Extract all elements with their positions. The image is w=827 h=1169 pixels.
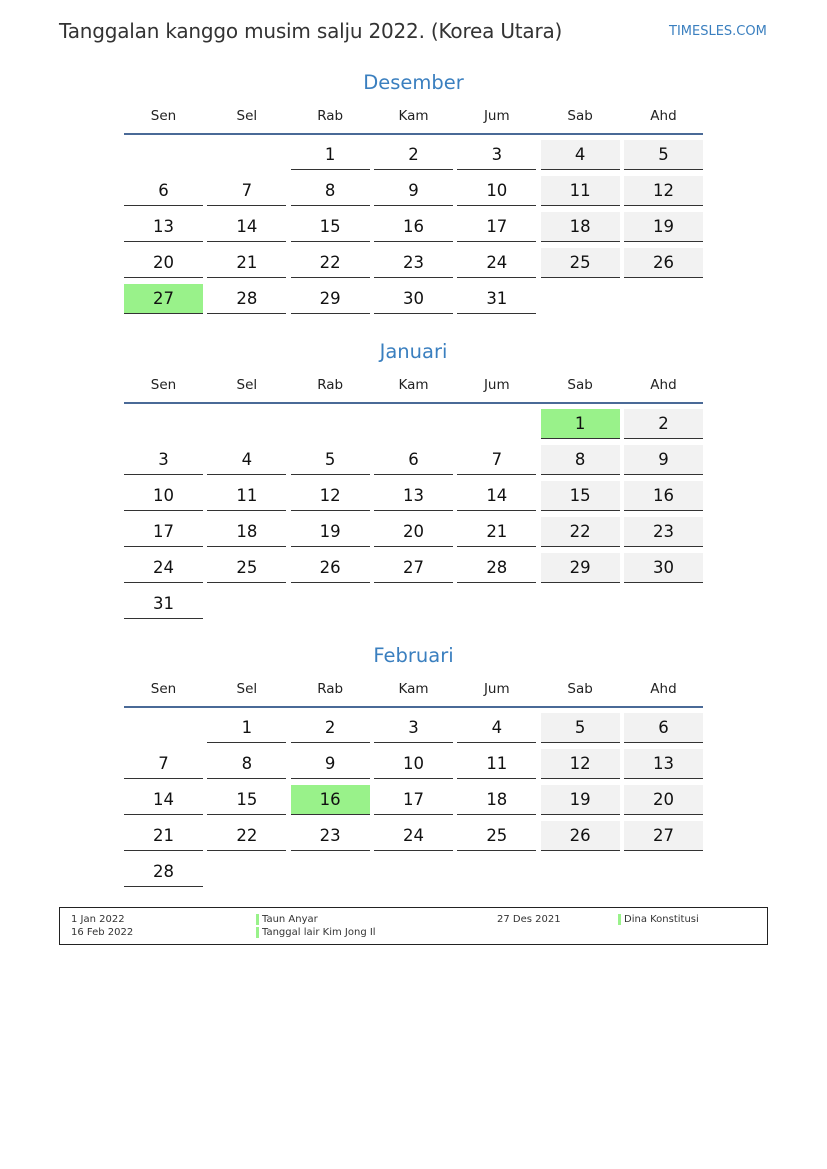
day-cell: 25 bbox=[541, 248, 620, 278]
weekday-label: Sel bbox=[236, 377, 258, 393]
month-name: Desember bbox=[363, 71, 464, 94]
legend-date: 1 Jan 2022 bbox=[71, 914, 125, 925]
week-row bbox=[124, 176, 703, 207]
day-cell: 19 bbox=[541, 785, 620, 815]
day-cell: 3 bbox=[457, 140, 536, 170]
day-cell: 24 bbox=[457, 248, 536, 278]
legend-name-text: Dina Konstitusi bbox=[624, 914, 699, 925]
day-cell: 4 bbox=[457, 713, 536, 743]
week-row bbox=[124, 857, 703, 888]
day-cell: 15 bbox=[207, 785, 286, 815]
day-cell: 18 bbox=[207, 517, 286, 547]
week-row bbox=[124, 481, 703, 512]
weekday-header bbox=[124, 375, 703, 395]
day-cell: 11 bbox=[207, 481, 286, 511]
day-cell: 31 bbox=[457, 284, 536, 314]
day-cell: 5 bbox=[541, 713, 620, 743]
empty-cell bbox=[624, 284, 703, 314]
day-cell: 16 bbox=[374, 212, 453, 242]
weekday-label: Kam bbox=[398, 377, 429, 393]
weekday-header bbox=[124, 106, 703, 126]
legend-name bbox=[256, 913, 318, 926]
day-cell: 11 bbox=[457, 749, 536, 779]
weekday-label: Sel bbox=[236, 108, 258, 124]
day-cell: 9 bbox=[374, 176, 453, 206]
day-cell: 16 bbox=[624, 481, 703, 511]
weekday-label: Sab bbox=[567, 108, 593, 124]
day-cell: 20 bbox=[124, 248, 203, 278]
day-cell: 27 bbox=[624, 821, 703, 851]
weekday-label: Jum bbox=[483, 108, 510, 124]
day-cell: 18 bbox=[457, 785, 536, 815]
day-cell: 29 bbox=[291, 284, 370, 314]
day-cell: 3 bbox=[124, 445, 203, 475]
day-grid bbox=[124, 409, 703, 620]
day-cell: 10 bbox=[457, 176, 536, 206]
week-row bbox=[124, 517, 703, 548]
day-cell: 27 bbox=[374, 553, 453, 583]
day-cell: 1 bbox=[207, 713, 286, 743]
day-cell: 10 bbox=[374, 749, 453, 779]
day-cell: 26 bbox=[541, 821, 620, 851]
day-cell: 6 bbox=[624, 713, 703, 743]
weekday-label: Jum bbox=[483, 681, 510, 697]
empty-cell bbox=[207, 140, 286, 170]
weekday-label: Sen bbox=[150, 681, 177, 697]
day-cell: 8 bbox=[541, 445, 620, 475]
day-cell: 22 bbox=[291, 248, 370, 278]
day-cell: 11 bbox=[541, 176, 620, 206]
day-cell: 21 bbox=[124, 821, 203, 851]
empty-cell bbox=[207, 589, 286, 619]
day-cell: 24 bbox=[124, 553, 203, 583]
empty-cell bbox=[291, 409, 370, 439]
header-divider bbox=[124, 706, 703, 708]
day-cell: 5 bbox=[291, 445, 370, 475]
legend-name-text: Taun Anyar bbox=[262, 914, 318, 925]
day-cell: 2 bbox=[374, 140, 453, 170]
day-cell: 12 bbox=[541, 749, 620, 779]
day-cell: 5 bbox=[624, 140, 703, 170]
day-cell: 16 bbox=[291, 785, 370, 815]
day-cell: 18 bbox=[541, 212, 620, 242]
day-cell: 17 bbox=[124, 517, 203, 547]
day-cell: 30 bbox=[374, 284, 453, 314]
weekday-label: Sen bbox=[150, 377, 177, 393]
header-divider bbox=[124, 133, 703, 135]
day-cell: 28 bbox=[457, 553, 536, 583]
day-cell: 6 bbox=[124, 176, 203, 206]
day-cell: 9 bbox=[624, 445, 703, 475]
week-row bbox=[124, 749, 703, 780]
week-row bbox=[124, 445, 703, 476]
weekday-header bbox=[124, 679, 703, 699]
day-cell: 13 bbox=[374, 481, 453, 511]
empty-cell bbox=[541, 284, 620, 314]
holiday-legend bbox=[59, 907, 768, 945]
day-cell: 28 bbox=[207, 284, 286, 314]
day-cell: 20 bbox=[374, 517, 453, 547]
day-cell: 9 bbox=[291, 749, 370, 779]
day-grid bbox=[124, 713, 703, 888]
empty-cell bbox=[124, 140, 203, 170]
day-cell: 2 bbox=[291, 713, 370, 743]
empty-cell bbox=[124, 409, 203, 439]
week-row bbox=[124, 785, 703, 816]
day-cell: 7 bbox=[457, 445, 536, 475]
day-cell: 3 bbox=[374, 713, 453, 743]
legend-date: 27 Des 2021 bbox=[497, 914, 561, 925]
empty-cell bbox=[374, 589, 453, 619]
legend-name bbox=[256, 926, 376, 939]
day-cell: 13 bbox=[624, 749, 703, 779]
legend-color-marker bbox=[256, 927, 259, 938]
day-grid bbox=[124, 140, 703, 315]
empty-cell bbox=[624, 857, 703, 887]
day-cell: 19 bbox=[624, 212, 703, 242]
weekday-label: Rab bbox=[317, 377, 344, 393]
day-cell: 13 bbox=[124, 212, 203, 242]
day-cell: 23 bbox=[624, 517, 703, 547]
weekday-label: Sab bbox=[567, 681, 593, 697]
day-cell: 7 bbox=[124, 749, 203, 779]
day-cell: 20 bbox=[624, 785, 703, 815]
legend-name-text: Tanggal lair Kim Jong Il bbox=[262, 927, 376, 938]
empty-cell bbox=[541, 857, 620, 887]
weekday-label: Kam bbox=[398, 108, 429, 124]
weekday-label: Rab bbox=[317, 108, 344, 124]
empty-cell bbox=[374, 409, 453, 439]
header-divider bbox=[124, 402, 703, 404]
week-row bbox=[124, 140, 703, 171]
weekday-label: Ahd bbox=[650, 377, 677, 393]
empty-cell bbox=[541, 589, 620, 619]
day-cell: 27 bbox=[124, 284, 203, 314]
empty-cell bbox=[457, 409, 536, 439]
empty-cell bbox=[457, 857, 536, 887]
month-januari bbox=[124, 339, 703, 625]
weekday-label: Sel bbox=[236, 681, 258, 697]
brand-link[interactable]: TIMESLES.COM bbox=[669, 24, 767, 39]
day-cell: 30 bbox=[624, 553, 703, 583]
week-row bbox=[124, 248, 703, 279]
empty-cell bbox=[291, 589, 370, 619]
day-cell: 8 bbox=[207, 749, 286, 779]
day-cell: 14 bbox=[124, 785, 203, 815]
day-cell: 14 bbox=[457, 481, 536, 511]
empty-cell bbox=[457, 589, 536, 619]
day-cell: 6 bbox=[374, 445, 453, 475]
legend-color-marker bbox=[618, 914, 621, 925]
week-row bbox=[124, 713, 703, 744]
day-cell: 28 bbox=[124, 857, 203, 887]
empty-cell bbox=[374, 857, 453, 887]
weekday-label: Rab bbox=[317, 681, 344, 697]
week-row bbox=[124, 409, 703, 440]
day-cell: 1 bbox=[291, 140, 370, 170]
empty-cell bbox=[624, 589, 703, 619]
day-cell: 26 bbox=[291, 553, 370, 583]
day-cell: 19 bbox=[291, 517, 370, 547]
day-cell: 10 bbox=[124, 481, 203, 511]
week-row bbox=[124, 212, 703, 243]
legend-name bbox=[618, 913, 699, 926]
day-cell: 22 bbox=[207, 821, 286, 851]
day-cell: 23 bbox=[374, 248, 453, 278]
empty-cell bbox=[291, 857, 370, 887]
weekday-label: Ahd bbox=[650, 681, 677, 697]
day-cell: 14 bbox=[207, 212, 286, 242]
day-cell: 25 bbox=[457, 821, 536, 851]
day-cell: 7 bbox=[207, 176, 286, 206]
week-row bbox=[124, 821, 703, 852]
day-cell: 31 bbox=[124, 589, 203, 619]
legend-color-marker bbox=[256, 914, 259, 925]
day-cell: 24 bbox=[374, 821, 453, 851]
month-name: Januari bbox=[379, 340, 448, 363]
weekday-label: Sab bbox=[567, 377, 593, 393]
day-cell: 4 bbox=[541, 140, 620, 170]
day-cell: 26 bbox=[624, 248, 703, 278]
page-title: Tanggalan kanggo musim salju 2022. (Korea Utara) bbox=[59, 19, 563, 43]
day-cell: 23 bbox=[291, 821, 370, 851]
week-row bbox=[124, 553, 703, 584]
day-cell: 17 bbox=[457, 212, 536, 242]
day-cell: 4 bbox=[207, 445, 286, 475]
month-name: Februari bbox=[373, 644, 454, 667]
day-cell: 25 bbox=[207, 553, 286, 583]
empty-cell bbox=[207, 409, 286, 439]
empty-cell bbox=[207, 857, 286, 887]
week-row bbox=[124, 284, 703, 315]
week-row bbox=[124, 589, 703, 620]
day-cell: 21 bbox=[207, 248, 286, 278]
weekday-label: Kam bbox=[398, 681, 429, 697]
day-cell: 1 bbox=[541, 409, 620, 439]
weekday-label: Ahd bbox=[650, 108, 677, 124]
day-cell: 8 bbox=[291, 176, 370, 206]
day-cell: 15 bbox=[291, 212, 370, 242]
weekday-label: Jum bbox=[483, 377, 510, 393]
day-cell: 17 bbox=[374, 785, 453, 815]
day-cell: 29 bbox=[541, 553, 620, 583]
day-cell: 15 bbox=[541, 481, 620, 511]
month-februari bbox=[124, 643, 703, 893]
day-cell: 22 bbox=[541, 517, 620, 547]
day-cell: 21 bbox=[457, 517, 536, 547]
day-cell: 2 bbox=[624, 409, 703, 439]
weekday-label: Sen bbox=[150, 108, 177, 124]
day-cell: 12 bbox=[291, 481, 370, 511]
legend-date: 16 Feb 2022 bbox=[71, 927, 134, 938]
month-desember bbox=[124, 70, 703, 320]
empty-cell bbox=[124, 713, 203, 743]
day-cell: 12 bbox=[624, 176, 703, 206]
